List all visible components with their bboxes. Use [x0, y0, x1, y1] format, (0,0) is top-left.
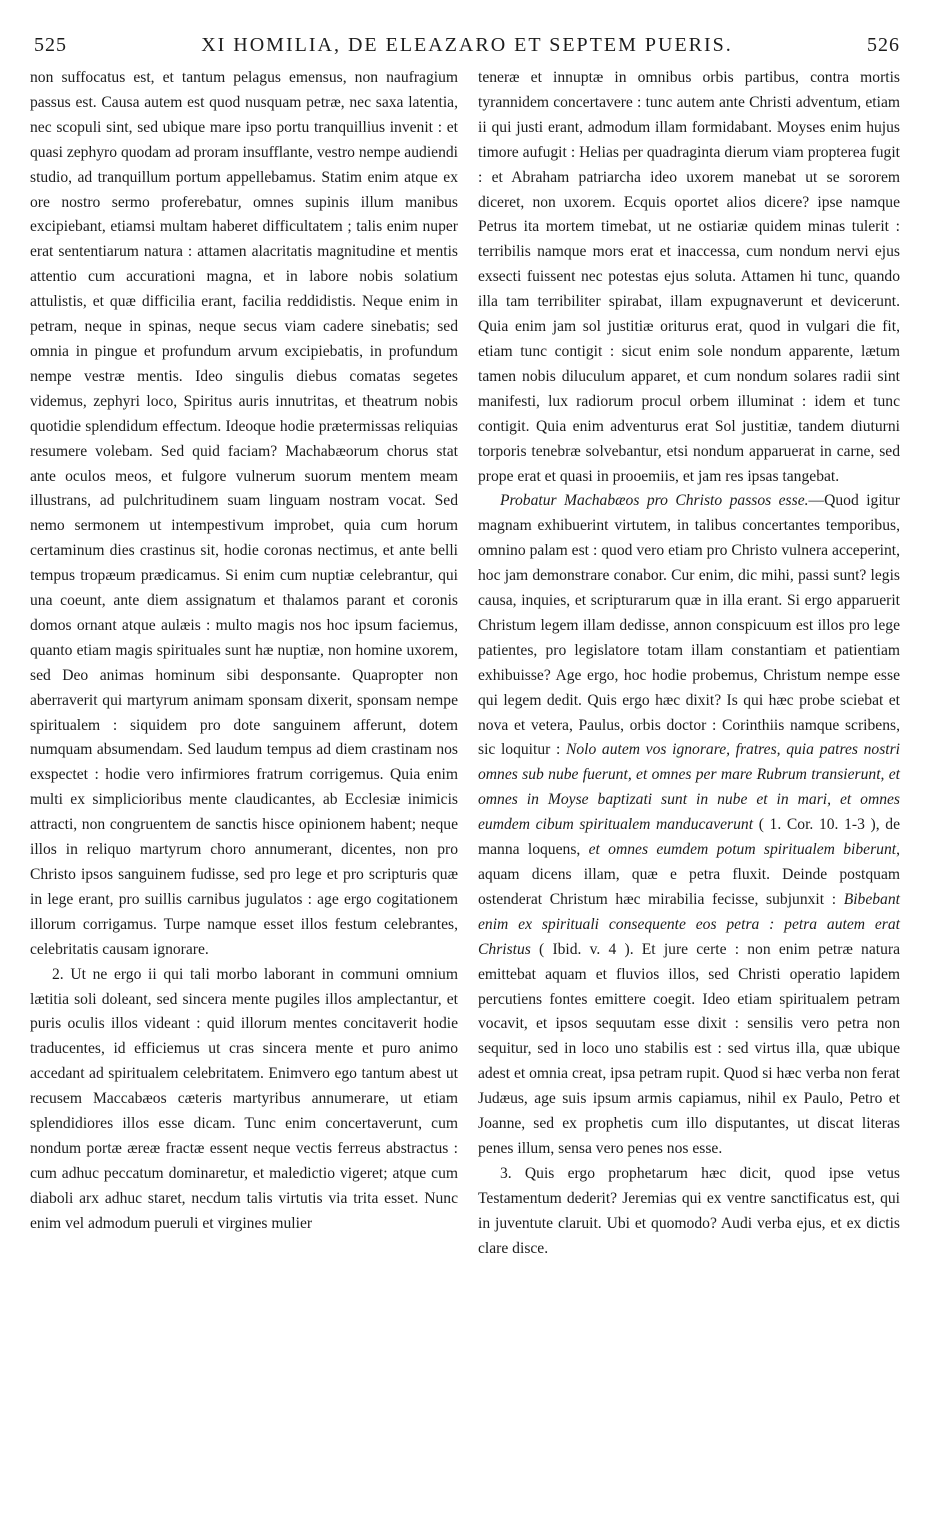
text-segment: , aquam dicens illam, quæ e petra fluxit. Deinde postquam ostenderat Christum hæc mirabilia fecisse, subjunxit :	[478, 841, 900, 908]
scripture-quote: Bibebant enim ex spirituali consequente eos petra : petra autem erat Christus	[478, 890, 900, 958]
scripture-quote: Nolo autem vos ignorare, fratres, quia patres nostri omnes sub nube fuerunt, et omnes per mare Rubrum transierunt, et omnes in Moyse baptizati sunt in nube et in mari, et omnes eumdem cibum spiritualem manducaverunt	[478, 741, 901, 834]
paragraph-section-3: 3. Quis ergo prophetarum hæc dicit, quod ipse vetus Testamentum dederit? Jeremias qui ex ventre sanctificatus est, qui in juventute claruit. Ubi et quomodo? Audi verba ejus, et ex dictis clare disce.	[478, 1164, 900, 1257]
paragraph-continued-right: teneræ et innuptæ in omnibus orbis partibus, contra mortis tyrannidem concertavere : tunc autem ante Christi adventum, etiam ii qui justi erant, admodum illam formidabant. Moyses enim hujus timore aufugit : Helias per quadraginta dierum viam propterea fugit : et Abraham patriarcha ideo uxorem manebat ut se sororem diceret, non uxorem. Ecquis oportet alios dicere? ipse namque Petrus ita mortem timebat, ut ne ostiariæ quidem minas tulerit : terribilis namque mors erat et inaccessa, cum nondum nervi ejus exsecti fuissent nec potestas ejus soluta. Attamen hi tunc, quando illa tam terribiliter spirabat, illam expugnaverunt et devicerunt. Quia enim jam sol justitiæ oriturus erat, quod in vulgari die fit, etiam tunc contigit : sicut enim sole nondum apparente, lætum tamen nobis diluculum apparet, et cum nondum solares radii sint manifesti, lux radiorum procul orbem illuminat : idem et tunc contigit. Quia enim adventurus erat Sol justitiæ, tandem diuturni torporis tenebræ solvebantur, etsi nondum apparuerat in carne, sed prope erat et quasi in prooemiis, et jam res ipsas tangebat.	[478, 69, 900, 485]
page-number-left: 525	[34, 34, 67, 56]
heading-dash: —	[808, 492, 825, 510]
scripture-quote: et omnes eumdem potum spiritualem biberunt	[588, 841, 897, 859]
text-segment: Et jure certe : non enim petræ natura emittebat aquam et fluvios illos, sed Christi operatio lapidem percutiens fontes emittere coegit. Ideo etiam spiritualem petram vocavit, et ipsos sequutam esse dixit : sensilis vero petra non sequitur, sed in loco uno stabilis est : sed virtus illa, quæ ubique adest et omnia creat, ipsa petram rupit. Quod si hæc verba non ferat Judæus, age suis ipsum armis capiamus, nihil ex Paulo, Petro et Joanne, sed ex prophetis cum illo disputantes, ut discat literas penes illum, sensa vero penes nos esse.	[478, 940, 900, 1157]
section-heading: Probatur Machabæos pro Christo passos esse.	[500, 492, 809, 510]
running-header	[34, 34, 900, 64]
paragraph-probatur	[478, 489, 900, 1161]
text-segment: Quod igitur magnam exhibuerint virtutem, in talibus concertantes temporibus, omnino palam est : quod vero etiam pro Christo vulnera acceperint, hoc jam demonstrare conabor. Cur enim, dic mihi, passi sunt? legis causa, inquies, et scripturarum quæ in illa erant. Si ergo apparuerit Christum legem illam dedisse, annon conspicuum est illos pro lege patientes, pro legislatore totam illam constantiam et patientiam exhibuisse? Age ergo, hoc hodie probemus, Christum nempe esse qui legem dedit. Quis ergo hæc dixit? Is qui hæc probe sciebat et nova et vetera, Paulus, orbis doctor : Corinthiis namque scribens, sic loquitur :	[478, 492, 900, 759]
right-column	[478, 66, 900, 1262]
page-number-right: 526	[867, 34, 900, 56]
left-column	[30, 66, 458, 1237]
scripture-reference: ( Ibid. v. 4 ).	[530, 940, 642, 958]
paragraph-section-2: 2. Ut ne ergo ii qui tali morbo laborant in communi omnium lætitia soli doleant, sed sincera mente pugiles illos amplectantur, et puris oculis illos videant : quid illorum mentes concitaverit hodie traducentes, id efficiemus ut cras sincera mente et puro animo accedant ad spiritualem celebritatem. Enimvero ego tantum abest ut recusem Maccabæos cæteris martyribus annumerare, ut etiam splendidiores illos esse dicam. Tunc enim concertaverunt, cum nondum portæ æreæ fractæ essent neque vectis ferreus abstractus : cum adhuc peccatum dominaretur, et maledictio vigeret; atque cum diaboli arx adhuc staret, necdum talis virtutis via trita esset. Nunc enim vel admodum pueruli et virgines mulier	[30, 965, 458, 1232]
paragraph-continued: non suffocatus est, et tantum pelagus emensus, non naufragium passus est. Causa autem est quod nusquam petræ, nec saxa latentia, nec scopuli sint, sed ubique mare ipso portu tranquillius invenit : et quasi zephyro quodam ad proram insufflante, vestro nempe audiendi studio, ad tranquillum portum appellebamus. Statim enim atque ex ore nostro sermo proferebatur, omnes supinis illum manibus excipiebant, etiamsi multam haberet difficultatem ; talis enim nuper erat sententiarum natura : attamen alacritatis magnitudine et mentis attentio cum accurationi magna, et in labore nobis solatium attulistis, et quæ difficilia erant, facilia reddidistis. Neque enim in petram, neque in spinas, neque secus viam cadere sinebatis; sed omnia in pingue et profundum arvum excipiebatis, in profundum nempe vestræ mentis. Ideo singulis diebus comatas segetes videmus, zephyri loco, Spiritus auris innutritas, et theatrum nobis quotidie splendidum effectum. Ideoque hodie prætermissas reliquias resumere volebam. Sed quid faciam? Machabæorum chorus stat ante oculos meos, et fulgore vulnerum suorum mentem meam illustrans, ad pulchritudinem suam linguam nostram vocat. Sed nemo sermonem ut intempestivum improbet, quia cum horum certaminum dies crastinus sit, hodie coronas nectimus, et ante belli tempus tropæum prædicamus. Si enim cum nuptiæ celebrantur, qui una coeunt, ante diem assignatum et thalamos parant et coronis domos ornant atque aulæis : multo magis nos hoc ipsum faciemus, quanto etiam magis spirituales sunt hæ nuptiæ, non homine uxorem, sed Deo animas hominum sibi desponsante. Quapropter non aberraverit qui martyrum animam sponsam dixerit, sponsam nempe spiritualem : siquidem pro dote sanguinem afferunt, dotem numquam absumendam. Sed laudum tempus ad diem crastinam nos exspectet : hodie vero infirmiores fratrum corrigemus. Quia enim multi ex simplicioribus mente claudicantes, ab Ecclesiæ inimicis attracti, non congruentem de sanctis hisce opinionem habent; neque illos in reliquo martyrum choro annumerant, dicentes, non pro Christo ipsos sanguinem fudisse, sed pro lege et pro scripturis quæ in lege erant, pro suillis carnibus jugulatos : age ergo cogitationem illorum corrigamus. Turpe namque esset illos festum celebrantes, celebritatis causam ignorare.	[30, 69, 458, 958]
running-title: XI HOMILIA, DE ELEAZARO ET SEPTEM PUERIS.	[201, 34, 733, 56]
scripture-reference: ( 1. Cor. 10. 1-3 ), de manna loquens,	[478, 816, 900, 859]
